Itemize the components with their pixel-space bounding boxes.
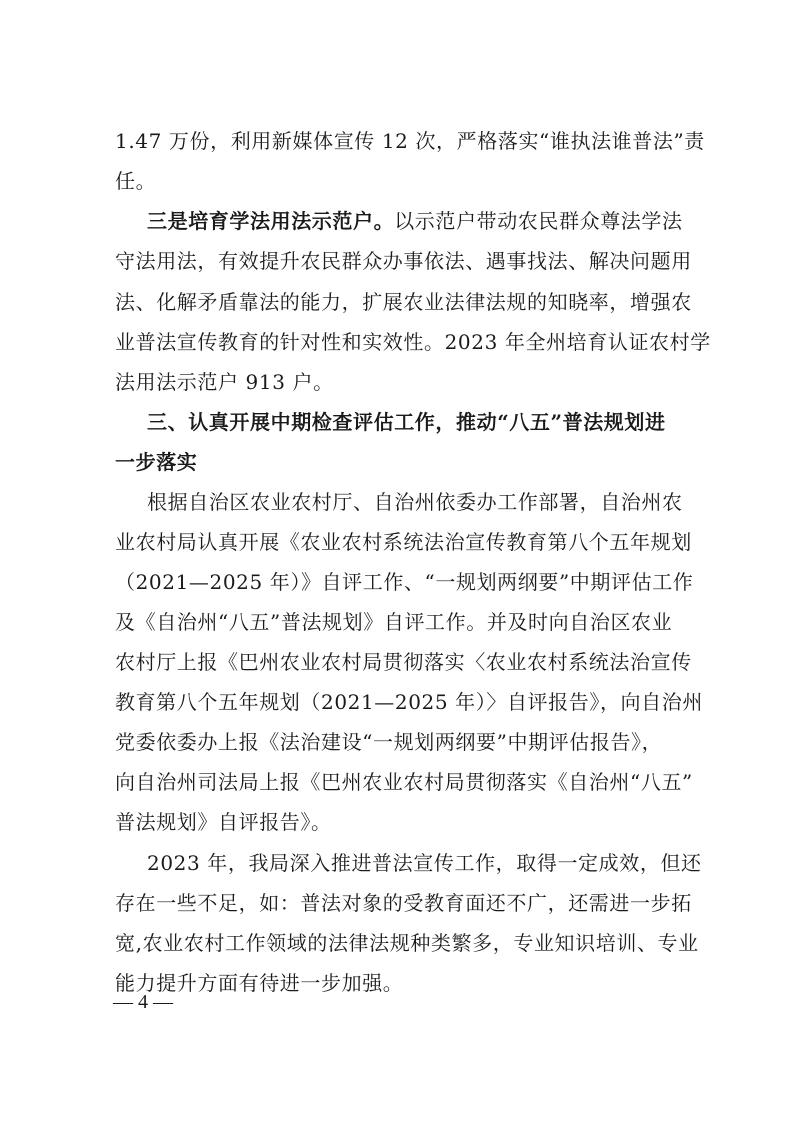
paragraph-line: 能力提升方面有待进一步加强。 (115, 971, 404, 995)
paragraph-line: 业普法宣传教育的针对性和实效性。2023 年全州培育认证农村学 (115, 330, 711, 354)
paragraph-line: 存在一些不足，如：普法对象的受教育面还不广，还需进一步拓 (115, 891, 692, 915)
paragraph-line: 根据自治区农业农村厅、自治州依委办工作部署，自治州农 (147, 490, 683, 514)
page-number: — 4 — (113, 991, 173, 1013)
paragraph-line: 法用法示范户 913 户。 (115, 370, 334, 394)
paragraph-line (147, 211, 683, 231)
paragraph-line: 教育第八个五年规划（2021—2025 年）〉自评报告》，向自治州 (115, 690, 703, 714)
paragraph-line: 1.47 万份，利用新媒体宣传 12 次，严格落实“谁执法谁普法”责 (115, 129, 705, 153)
paragraph-line: 宽,农业农村工作领域的法律法规种类繁多，专业知识培训、专业 (115, 931, 699, 955)
paragraph-line: 法、化解矛盾靠法的能力，扩展农业法律法规的知晓率，增强农 (115, 290, 692, 314)
paragraph-text: 以示范户带动农民群众尊法学法 (394, 209, 683, 233)
paragraph-line: 普法规划》自评报告》。 (115, 810, 332, 834)
paragraph-line: 任。 (115, 169, 157, 193)
paragraph-line: 农村厅上报《巴州农业农村局贯彻落实〈农业农村系统法治宣传 (115, 650, 692, 674)
paragraph-line: 业农村局认真开展《农业农村系统法治宣传教育第八个五年规划 (115, 530, 692, 554)
paragraph-line: 及《自治州“八五”普法规划》自评工作。并及时向自治区农业 (115, 610, 673, 634)
section-heading: 一步落实 (115, 450, 198, 474)
paragraph-line: （2021—2025 年）》自评工作、“一规划两纲要”中期评估工作 (115, 570, 694, 594)
paragraph-line: 党委依委办上报《法治建设“一规划两纲要”中期评估报告》， (115, 730, 663, 754)
paragraph-lead-bold: 三是培育学法用法示范户。 (147, 209, 395, 233)
paragraph-line: 守法用法，有效提升农民群众办事依法、遇事找法、解决问题用 (115, 249, 692, 273)
section-heading: 三、认真开展中期检查评估工作，推动“八五”普法规划进 (147, 410, 666, 434)
paragraph-line: 向自治州司法局上报《巴州农业农村局贯彻落实《自治州“八五” (115, 770, 693, 794)
paragraph-line: 2023 年，我局深入推进普法宣传工作，取得一定成效，但还 (147, 851, 702, 875)
